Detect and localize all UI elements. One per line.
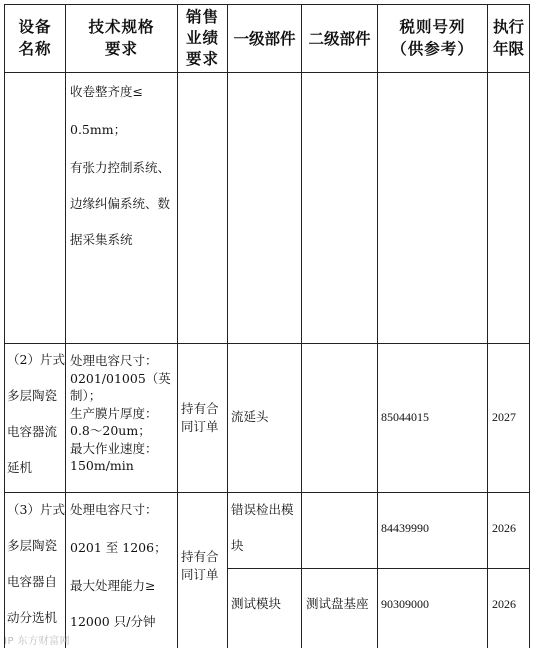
header-sales-req xyxy=(178,6,227,69)
col-divider xyxy=(227,4,228,648)
row2-year: 2027 xyxy=(492,410,516,424)
header-equipment-name xyxy=(5,16,65,60)
row3-sub1-year: 2026 xyxy=(492,521,516,535)
header-tech-spec xyxy=(66,16,177,60)
header-line: 要求 xyxy=(104,39,138,58)
name-line: 延机 xyxy=(7,460,33,475)
name-line: 多层陶瓷 xyxy=(7,388,58,403)
spec-line: 据采集系统 xyxy=(70,232,133,247)
spec-line: 有张力控制系统、 xyxy=(70,160,171,175)
spec-line: 0201/01005（英 xyxy=(70,370,171,386)
name-line: 动分选机 xyxy=(7,610,58,625)
header-line: 税则号列 xyxy=(399,17,466,36)
header-line: 技术规格 xyxy=(88,17,155,36)
part-line: 块 xyxy=(231,538,244,553)
spec-line: 边缘纠偏系统、数 xyxy=(70,196,171,211)
header-line: 执行 xyxy=(492,17,524,36)
spec-line: 收卷整齐度≤ xyxy=(70,84,143,99)
table-border-left xyxy=(4,4,5,648)
spec-line: 0.8～20um； xyxy=(70,423,151,438)
header-line: 设备 xyxy=(18,17,52,36)
header-period xyxy=(488,16,529,60)
spec-line: 处理电容尺寸： xyxy=(70,502,158,517)
sales-line: 同订单 xyxy=(181,419,219,434)
sales-line: 持有合 xyxy=(181,401,219,416)
spec-line: 0.5mm； xyxy=(70,122,127,137)
row-divider xyxy=(4,343,530,344)
header-part-l1: 一级部件 xyxy=(233,29,296,48)
header-line: 要求 xyxy=(185,49,219,68)
row3-sub2-part-l2: 测试盘基座 xyxy=(306,596,369,611)
name-line: 电容器自 xyxy=(7,574,58,589)
header-line: 业绩 xyxy=(185,28,219,47)
subrow-divider xyxy=(227,568,530,569)
col-divider xyxy=(487,4,488,648)
name-line: （3）片式 xyxy=(7,502,65,517)
spec-line: 处理电容尺寸： xyxy=(70,353,158,368)
col-divider xyxy=(301,4,302,648)
table-border-right xyxy=(529,4,530,648)
spec-line: 生产膜片厚度： xyxy=(70,405,158,421)
header-line: 名称 xyxy=(18,39,52,58)
header-part-l2: 二级部件 xyxy=(308,29,371,48)
header-tariff xyxy=(378,16,487,60)
header-line: 年限 xyxy=(492,39,524,58)
row2-tariff: 85044015 xyxy=(381,410,429,424)
spec-line: 150m/min xyxy=(70,458,134,473)
spec-line: 12000 只/分钟 xyxy=(70,614,156,629)
row3-sub2-tariff: 90309000 xyxy=(381,597,429,611)
part-line: 错误检出模 xyxy=(231,502,294,517)
header-line: 销售 xyxy=(185,7,219,26)
spec-line: 最大处理能力≥ xyxy=(70,578,156,593)
spec-line: 制）； xyxy=(70,388,102,403)
spec-line: 0201 至 1206； xyxy=(70,540,167,555)
sales-line: 同订单 xyxy=(181,567,219,582)
name-line: （2）片式 xyxy=(7,352,65,367)
col-divider xyxy=(177,4,178,648)
row3-sales-req xyxy=(181,548,227,584)
spec-line: 最大作业速度： xyxy=(70,440,158,456)
table-border-top xyxy=(4,4,530,5)
row2-sales-req xyxy=(181,400,227,436)
header-divider xyxy=(4,72,530,73)
row-divider xyxy=(4,492,530,493)
col-divider xyxy=(65,4,66,648)
col-divider xyxy=(377,4,378,648)
row3-sub2-year: 2026 xyxy=(492,597,516,611)
sales-line: 持有合 xyxy=(181,549,219,564)
row3-sub1-tariff: 84439990 xyxy=(381,521,429,535)
row2-part-l1: 流延头 xyxy=(231,409,269,424)
name-line: 电容器流 xyxy=(7,424,58,439)
row2-tech-spec xyxy=(70,352,176,475)
header-line: （供参考） xyxy=(391,39,474,58)
row3-sub2-part-l1: 测试模块 xyxy=(231,596,282,611)
name-line: 多层陶瓷 xyxy=(7,538,58,553)
watermark: IP 东方财富网 xyxy=(4,636,71,647)
